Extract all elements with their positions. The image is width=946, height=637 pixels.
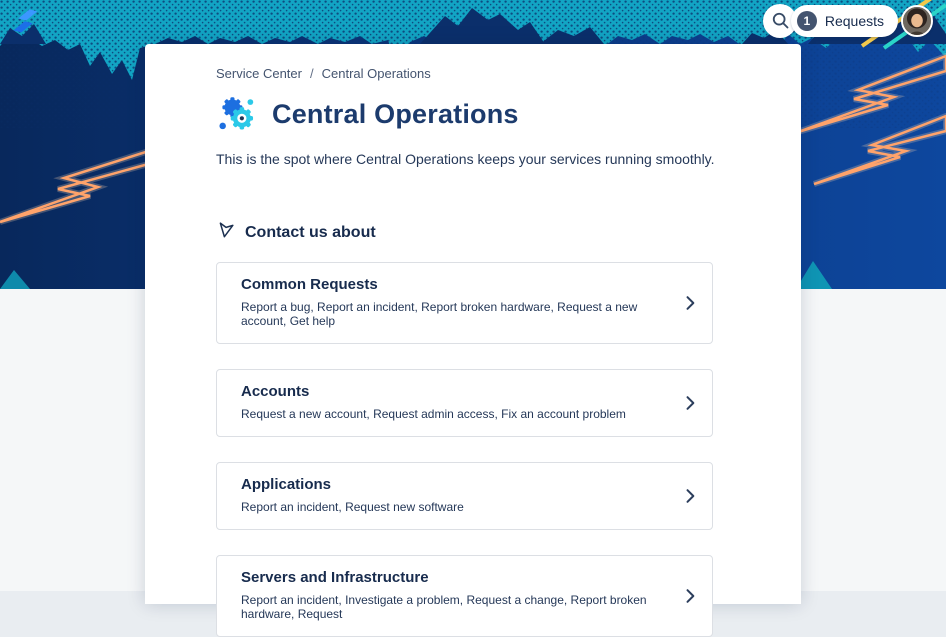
group-title: Applications [241,476,332,493]
send-paper-plane-icon [216,221,235,245]
search-icon [770,10,790,33]
contact-section-title: Contact us about [245,224,376,241]
chevron-right-icon [680,293,700,313]
page-title: Central Operations [272,98,519,129]
chevron-right-icon [680,586,700,606]
contact-section-heading [216,221,730,245]
group-description: Report an incident, Request new software [241,500,464,514]
group-description: Report an incident, Investigate a problem, Request a change, Report broken hardware, Request [241,593,647,621]
breadcrumb-central-operations[interactable]: Central Operations [321,66,431,81]
breadcrumb-service-center[interactable]: Service Center [216,66,302,81]
group-card-applications[interactable] [216,462,713,530]
group-card-servers-and-infrastructure[interactable] [216,555,713,637]
portal-card [145,44,801,621]
group-card-accounts[interactable] [216,369,713,437]
contact-group-list [216,262,730,637]
service-desk-bolt-logo-icon[interactable] [12,6,40,36]
group-title: Common Requests [241,276,378,293]
requests-button-label: Requests [824,13,884,29]
group-description: Report a bug, Report an incident, Report broken hardware, Request a new account, Get help [241,300,638,328]
group-title: Accounts [241,383,310,400]
group-card-common-requests[interactable] [216,262,713,344]
page-description: This is the spot where Central Operations keeps your services running smoothly. [216,151,715,167]
group-description: Request a new account, Request admin access, Fix an account problem [241,407,626,421]
gears-project-icon [216,93,258,135]
breadcrumb [216,66,730,81]
breadcrumb-separator: / [309,66,314,81]
user-avatar[interactable] [901,5,933,37]
requests-button[interactable] [791,5,898,37]
chevron-right-icon [680,393,700,413]
group-title: Servers and Infrastructure [241,569,429,586]
requests-count-badge: 1 [797,11,817,31]
title-row [216,93,730,135]
chevron-right-icon [680,486,700,506]
